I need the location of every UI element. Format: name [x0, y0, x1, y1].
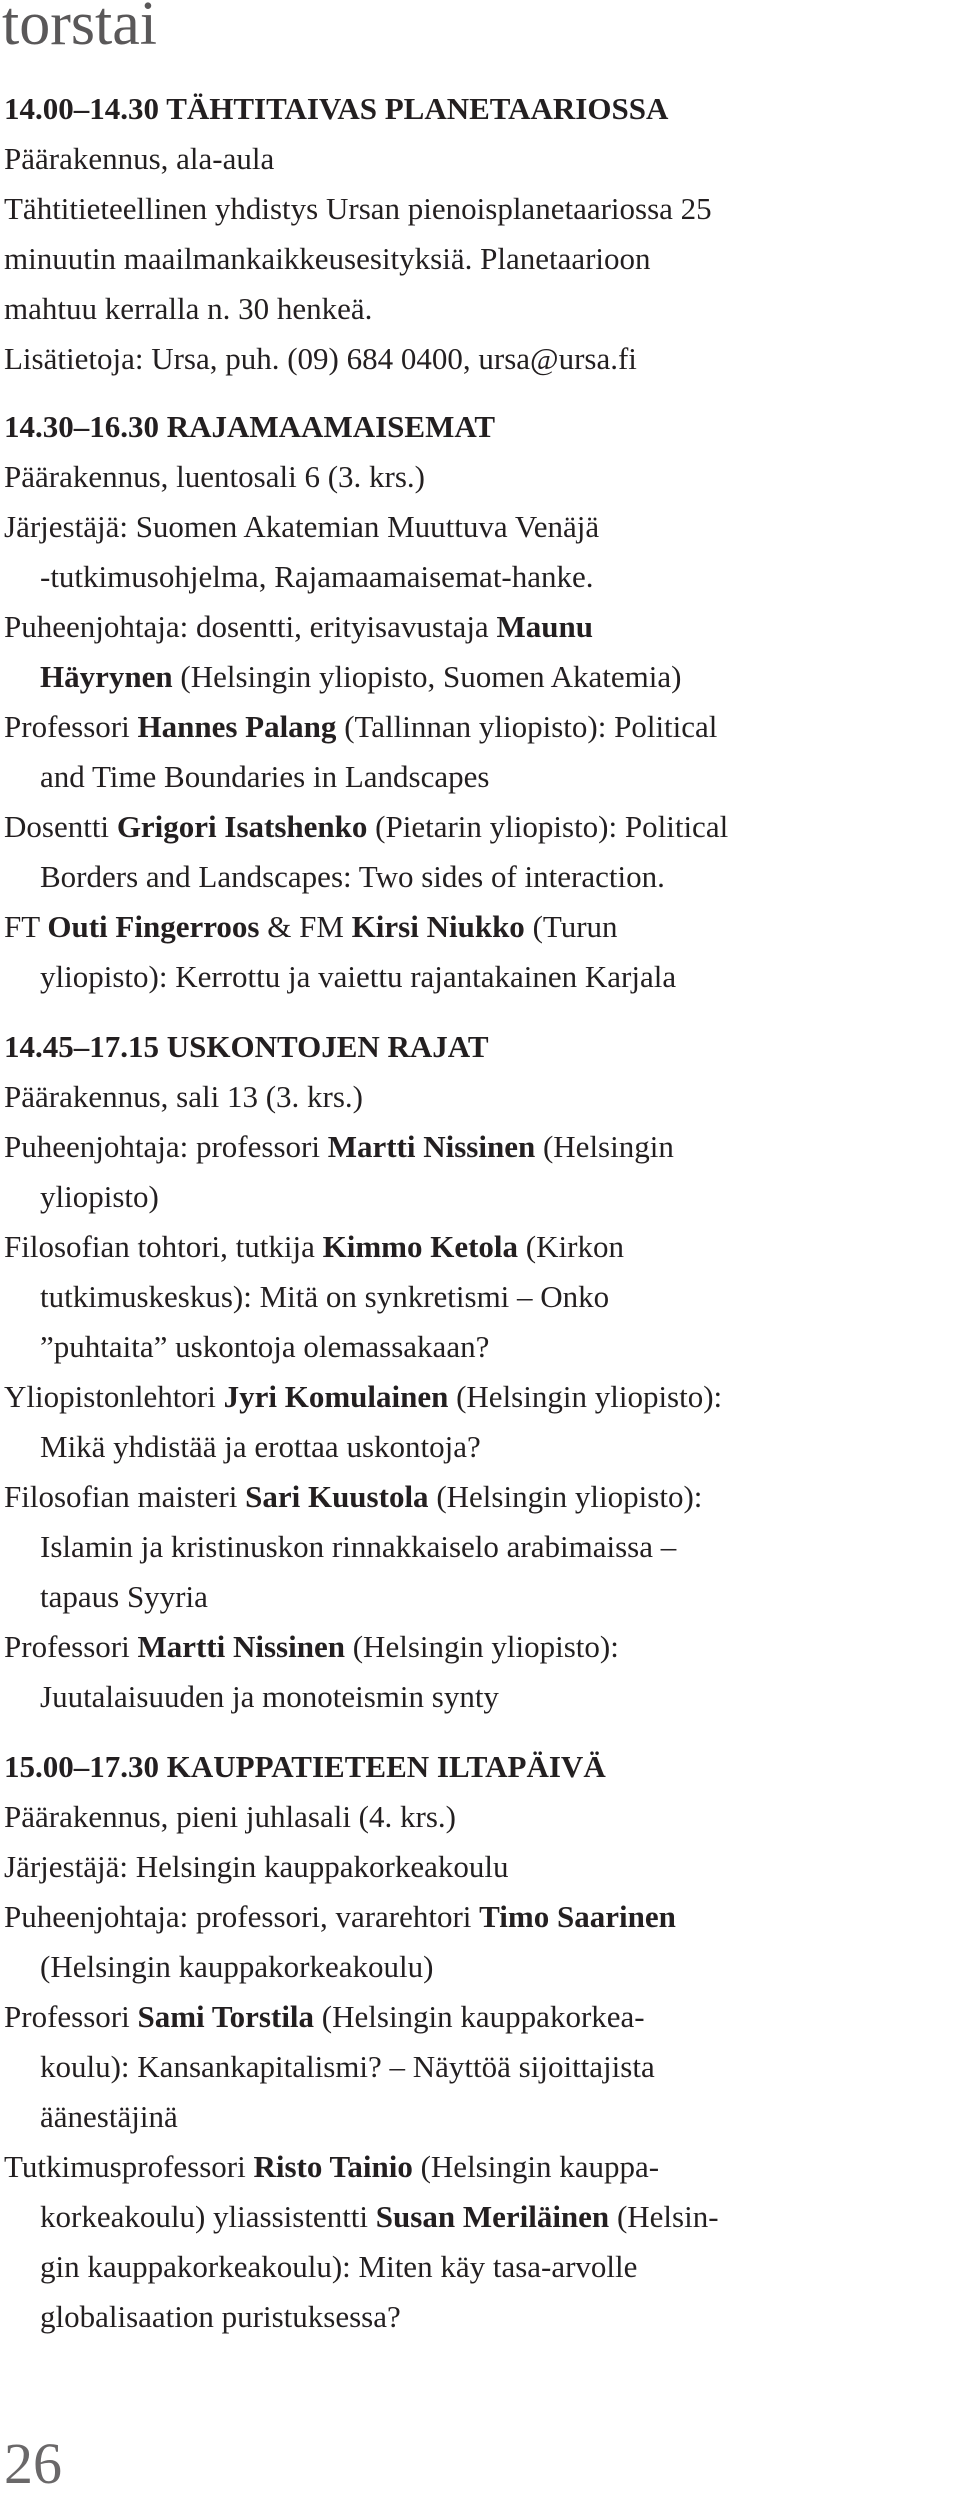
chair-name: Timo Saarinen [479, 1899, 676, 1934]
session-planetarium [4, 84, 956, 384]
speaker-title: Filosofian maisteri [4, 1479, 238, 1514]
speaker-name: Susan Meriläinen [375, 2199, 610, 2234]
talk-line [4, 2142, 956, 2192]
chair-line: yliopisto) [40, 1179, 159, 1214]
talk-line [4, 2192, 956, 2242]
speaker-name: Sari Kuustola [245, 1479, 429, 1514]
speaker-title: Dosentti [4, 809, 110, 844]
talk-line [4, 1992, 956, 2042]
chair-line: (Helsingin kauppakorkeakoulu) [40, 1949, 434, 1984]
venue: Päärakennus, pieni juhlasali (4. krs.) [4, 1799, 456, 1834]
talk-text: (Helsingin yliopisto): [456, 1379, 723, 1414]
session-heading: 14.30–16.30 RAJAMAAMAISEMAT [4, 409, 496, 444]
talk-line: yliopisto): Kerrottu ja vaiettu rajantakainen Karjala [40, 959, 677, 994]
page-number: 26 [4, 2431, 62, 2496]
speaker-name: Kimmo Ketola [322, 1229, 519, 1264]
chair-name: Martti Nissinen [327, 1129, 536, 1164]
speaker-title: Yliopistonlehtori [4, 1379, 216, 1414]
talk-text: korkeakoulu) yliassistentti [40, 2199, 369, 2234]
speaker-name: Sami Torstila [137, 1999, 315, 2034]
talk-line [4, 1372, 956, 1422]
talk-line: and Time Boundaries in Landscapes [40, 759, 490, 794]
chair-title: Puheenjohtaja: professori, vararehtori [4, 1899, 472, 1934]
chair-title: Puheenjohtaja: dosentti, erityisavustaja [4, 609, 489, 644]
talk-text: (Helsingin kauppakorkea- [321, 1999, 645, 2034]
session-business-afternoon [4, 1742, 956, 2342]
speaker-name: Kirsi Niukko [351, 909, 525, 944]
talk-line: Mikä yhdistää ja erottaa uskontoja? [40, 1429, 481, 1464]
session-heading: 14.45–17.15 USKONTOJEN RAJAT [4, 1029, 489, 1064]
talk-line: koulu): Kansankapitalismi? – Näyttöä sijoittajista [40, 2049, 655, 2084]
chair-line [4, 652, 956, 702]
talk-line [4, 802, 956, 852]
session-religion-borders [4, 1022, 956, 1722]
speaker-title: Professori [4, 1999, 130, 2034]
speaker-title: & FM [267, 909, 344, 944]
description-line: minuutin maailmankaikkeusesityksiä. Planetaarioon [4, 241, 651, 276]
speaker-name: Outi Fingerroos [47, 909, 260, 944]
speaker-name: Jyri Komulainen [223, 1379, 449, 1414]
talk-text: (Helsingin yliopisto): [352, 1629, 619, 1664]
talk-text: (Helsingin kauppa- [420, 2149, 660, 2184]
chair-name: Häyrynen [40, 659, 173, 694]
talk-line [4, 1622, 956, 1672]
chair-name: Maunu [496, 609, 593, 644]
talk-text: (Tallinnan yliopisto): Political [344, 709, 718, 744]
talk-line: gin kauppakorkeakoulu): Miten käy tasa-arvolle [40, 2249, 638, 2284]
talk-text: (Pietarin yliopisto): Political [375, 809, 729, 844]
talk-line: tutkimuskeskus): Mitä on synkretismi – Onko [40, 1279, 610, 1314]
talk-line: äänestäjinä [40, 2099, 178, 2134]
talk-line: Islamin ja kristinuskon rinnakkaiselo arabimaissa – [40, 1529, 677, 1564]
chair-line [4, 1892, 956, 1942]
organizer-line: Järjestäjä: Suomen Akatemian Muuttuva Venäjä [4, 509, 600, 544]
speaker-title: Professori [4, 1629, 130, 1664]
contact-info: Lisätietoja: Ursa, puh. (09) 684 0400, ursa@ursa.fi [4, 341, 637, 376]
speaker-name: Grigori Isatshenko [116, 809, 368, 844]
talk-text: (Kirkon [525, 1229, 624, 1264]
chair-line [4, 602, 956, 652]
chair-affiliation: (Helsingin yliopisto, Suomen Akatemia) [180, 659, 682, 694]
description-line: Tähtitieteellinen yhdistys Ursan pienoisplanetaariossa 25 [4, 191, 712, 226]
program-content [4, 84, 956, 2342]
talk-text: (Turun [532, 909, 618, 944]
session-borderland-landscapes [4, 402, 956, 1002]
organizer-line: -tutkimusohjelma, Rajamaamaisemat-hanke. [40, 559, 594, 594]
session-heading: 15.00–17.30 KAUPPATIETEEN ILTAPÄIVÄ [4, 1749, 606, 1784]
talk-line [4, 1222, 956, 1272]
organizer-line: Järjestäjä: Helsingin kauppakorkeakoulu [4, 1849, 509, 1884]
chair-affiliation: (Helsingin [542, 1129, 674, 1164]
day-heading: torstai [2, 0, 157, 58]
speaker-title: Professori [4, 709, 130, 744]
talk-line [4, 1472, 956, 1522]
talk-text: (Helsingin yliopisto): [436, 1479, 703, 1514]
chair-title: Puheenjohtaja: professori [4, 1129, 320, 1164]
venue: Päärakennus, sali 13 (3. krs.) [4, 1079, 363, 1114]
speaker-title: Tutkimusprofessori [4, 2149, 246, 2184]
talk-line [4, 902, 956, 952]
talk-line: tapaus Syyria [40, 1579, 208, 1614]
speaker-title: FT [4, 909, 40, 944]
speaker-name: Hannes Palang [137, 709, 337, 744]
talk-text: (Helsin- [616, 2199, 719, 2234]
talk-line: Borders and Landscapes: Two sides of interaction. [40, 859, 665, 894]
description-line: mahtuu kerralla n. 30 henkeä. [4, 291, 373, 326]
session-heading: 14.00–14.30 TÄHTITAIVAS PLANETAARIOSSA [4, 91, 669, 126]
speaker-name: Risto Tainio [253, 2149, 413, 2184]
talk-line: globalisaation puristuksessa? [40, 2299, 401, 2334]
venue: Päärakennus, luentosali 6 (3. krs.) [4, 459, 425, 494]
speaker-name: Martti Nissinen [137, 1629, 345, 1664]
talk-line: Juutalaisuuden ja monoteismin synty [40, 1679, 499, 1714]
chair-line [4, 1122, 956, 1172]
talk-line: ”puhtaita” uskontoja olemassakaan? [40, 1329, 490, 1364]
venue: Päärakennus, ala-aula [4, 141, 275, 176]
speaker-title: Filosofian tohtori, tutkija [4, 1229, 315, 1264]
talk-line [4, 702, 956, 752]
